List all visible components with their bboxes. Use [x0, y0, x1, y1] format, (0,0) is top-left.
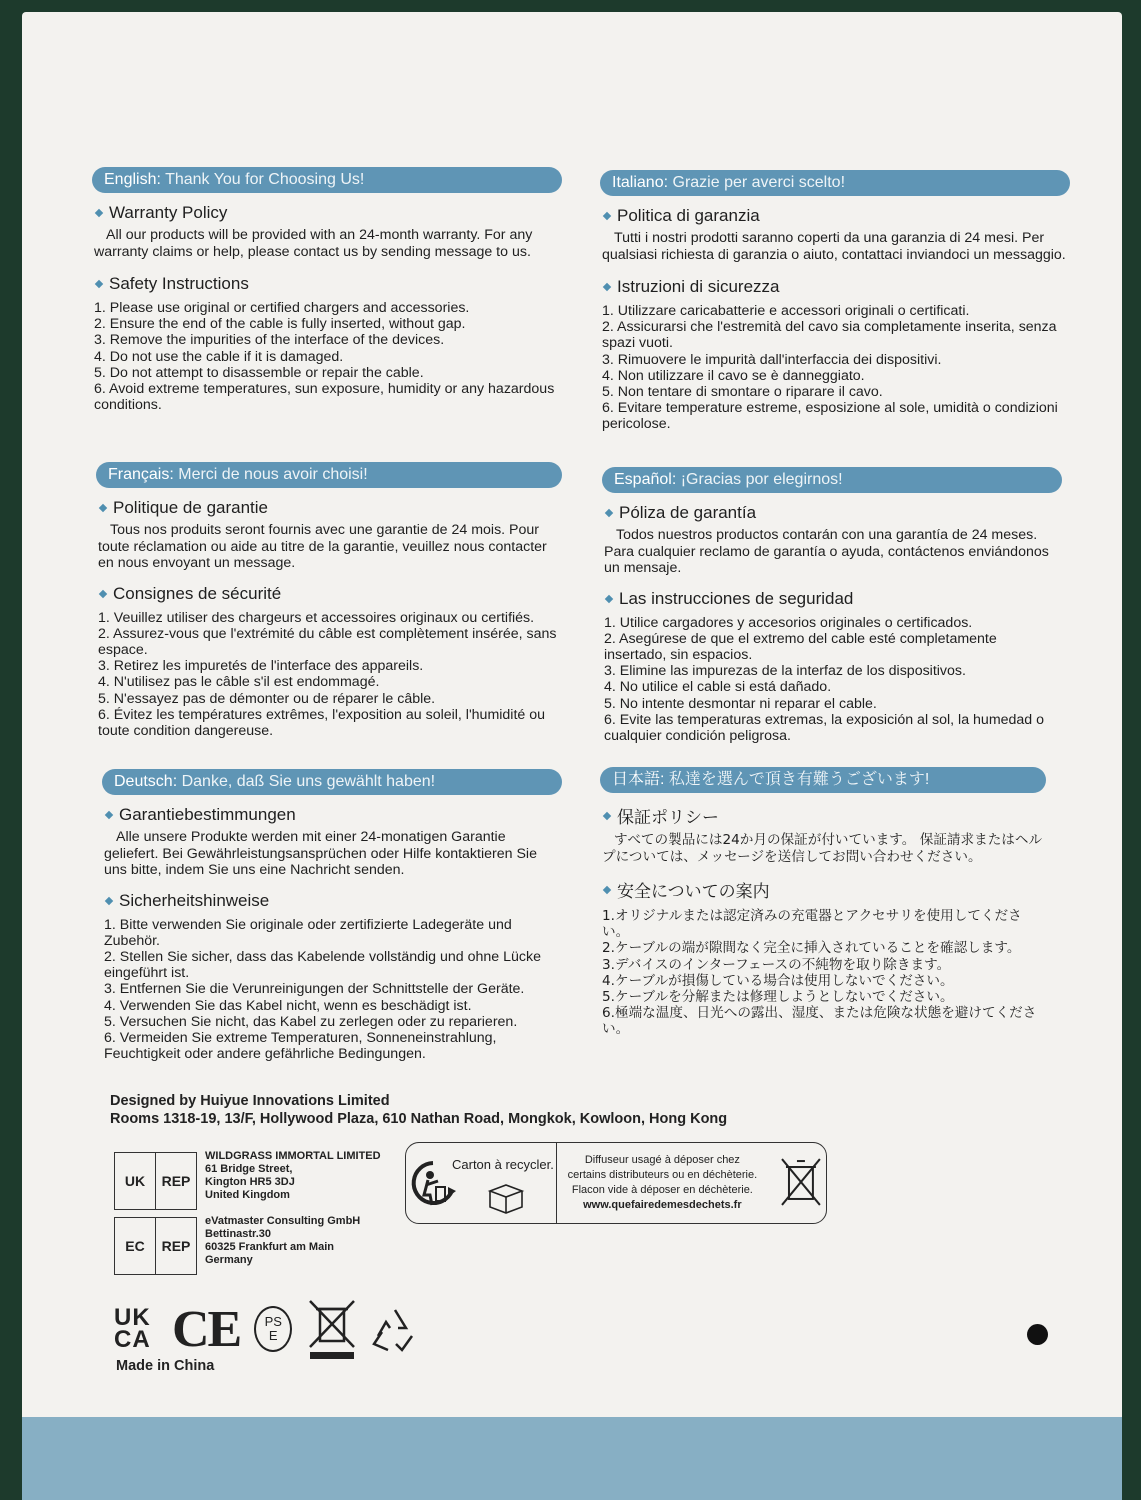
list-item: 2.ケーブルの端が隙間なく完全に挿入されていることを確認します。 [602, 940, 1021, 957]
banner-language: Español: [614, 471, 677, 488]
carton-text: Carton à recycler. [452, 1157, 554, 1172]
company-info [110, 1092, 727, 1128]
list-item: 1. Utilice cargadores y accesorios originales o certificados. [604, 614, 973, 631]
designed-by: Designed by Huiyue Innovations Limited [110, 1093, 390, 1109]
list-item: 3. Retirez les impuretés de l'interface des appareils. [98, 658, 424, 675]
list-item: 1. Please use original or certified chargers and accessories. [94, 300, 470, 316]
list-item: 4. N'utilisez pas le câble s'il est endommagé. [98, 674, 380, 691]
diamond-bullet-icon [603, 283, 611, 291]
rep-code: EC [115, 1218, 156, 1274]
language-banner [96, 462, 562, 488]
list-item: 6. Evitare temperature estreme, esposizione al sole, umidità o condizioni pericolose. [602, 400, 1058, 433]
certification-marks [114, 1297, 422, 1361]
list-item: 6.極端な温度、日光への露出、湿度、または危険な状態を避けてください。 [602, 1005, 1037, 1038]
safety-heading: Consignes de sécurité [100, 584, 562, 604]
banner-language: English: [104, 171, 161, 188]
safety-heading: Sicherheitshinweise [106, 891, 562, 911]
warranty-text: Tous nos produits seront fournis avec une garantie de 24 mois. Pour toute réclamation ou aide au titre de la garantie, veuillez nous contacter en nous envoyant un message. [98, 522, 547, 571]
section-english [92, 167, 562, 413]
list-item: 2. Asegúrese de que el extremo del cable esté completamente insertado, sin espacios. [604, 630, 997, 663]
language-banner [92, 167, 562, 193]
bottom-color-band [22, 1417, 1122, 1500]
rep-code: UK [115, 1153, 156, 1209]
list-item: 4.ケーブルが損傷している場合は使用しないでください。 [602, 972, 954, 989]
rep-label: REP [161, 1173, 191, 1189]
warranty-heading: Politique de garantie [100, 498, 562, 518]
safety-list [602, 908, 1046, 1038]
section-deutsch [102, 769, 562, 1062]
list-item: 4. Non utilizzare il cavo se è danneggiato. [602, 367, 865, 384]
safety-list [104, 917, 562, 1063]
pse-mark: PS E [254, 1306, 292, 1352]
list-item: 3. Entfernen Sie die Verunreinigungen der Schnittstelle der Geräte. [104, 981, 525, 998]
banner-language: 日本語: [612, 771, 665, 788]
diamond-bullet-icon [603, 212, 611, 220]
list-item: 1. Bitte verwenden Sie originale oder zertifizierte Ladegeräte und Zubehör. [104, 916, 512, 949]
diamond-bullet-icon [605, 509, 613, 517]
recycle-left-panel [406, 1143, 557, 1223]
banner-tagline: Thank You for Choosing Us! [165, 171, 365, 188]
safety-heading: Las instrucciones de seguridad [606, 589, 1062, 609]
diamond-bullet-icon [603, 885, 611, 893]
banner-language: Deutsch: [114, 773, 178, 790]
warranty-heading: Warranty Policy [96, 203, 562, 223]
language-banner [600, 170, 1070, 196]
list-item: 2. Ensure the end of the cable is fully inserted, without gap. [94, 316, 466, 333]
made-in: Made in China [116, 1358, 215, 1374]
black-dot [1027, 1324, 1048, 1345]
list-item: 3. Remove the impurities of the interface of the devices. [94, 332, 445, 349]
warranty-text: Todos nuestros productos contarán con una garantía de 24 meses. Para cualquier reclamo de garantía o ayuda, contáctenos enviándonos un mensaje. [604, 527, 1049, 576]
list-item: 4. Verwenden Sie das Kabel nicht, wenn es beschädigt ist. [104, 997, 472, 1014]
list-item: 5. Non tentare di smontare o riparare il cavo. [602, 384, 883, 401]
manual-sheet [22, 12, 1122, 1500]
language-banner [102, 769, 562, 795]
diamond-bullet-icon [603, 811, 611, 819]
rep-label: REP [161, 1238, 191, 1254]
recycle-arrows-icon [368, 1304, 422, 1354]
banner-tagline: Danke, daß Sie uns gewählt haben! [181, 773, 436, 790]
banner-language: Français: [108, 466, 174, 483]
recycle-person-icon [408, 1157, 458, 1213]
list-item: 1.オリジナルまたは認定済みの充電器とアクセサリを使用してください。 [602, 908, 1022, 941]
safety-list [98, 610, 562, 740]
section-italiano [600, 170, 1070, 433]
list-item: 5.ケーブルを分解または修理しようとしないでください。 [602, 989, 954, 1006]
company-address: Rooms 1318-19, 13/F, Hollywood Plaza, 610 Nathan Road, Mongkok, Kowloon, Hong Kong [110, 1111, 728, 1127]
section-francais [96, 462, 562, 739]
safety-list [94, 300, 562, 413]
warranty-heading: Garantiebestimmungen [106, 805, 562, 825]
banner-tagline: ¡Gracias por elegirnos! [680, 471, 843, 488]
box-icon [486, 1181, 526, 1215]
section-japanese [600, 767, 1046, 1038]
list-item: 3. Rimuovere le impurità dall'interfaccia dei dispositivi. [602, 351, 942, 368]
banner-tagline: Grazie per averci scelto! [672, 174, 846, 191]
ec-rep-address: eVatmaster Consulting GmbH Bettinastr.30 60325 Frankfurt am Main Germany [205, 1215, 361, 1266]
warranty-heading: 保証ポリシー [604, 803, 1046, 828]
list-item: 1. Utilizzare caricabatterie e accessori originali o certificati. [602, 303, 970, 319]
list-item: 6. Evite las temperaturas extremas, la exposición al sol, la humedad o cualquier condición peligrosa. [604, 711, 1045, 744]
diamond-bullet-icon [95, 280, 103, 288]
list-item: 5. N'essayez pas de démonter ou de réparer le câble. [98, 690, 436, 707]
ce-mark: CE [172, 1300, 241, 1358]
weee-crossed-bin-icon [304, 1297, 360, 1361]
diamond-bullet-icon [99, 504, 107, 512]
recycle-url: www.quefairedemesdechets.fr [583, 1199, 742, 1211]
list-item: 3. Elimine las impurezas de la interfaz de los dispositivos. [604, 663, 966, 680]
warranty-text: All our products will be provided with an 24-month warranty. For any warranty claims or help, please contact us by sending message to us. [94, 227, 533, 260]
banner-language: Italiano: [612, 174, 669, 191]
list-item: 5. No intente desmontar ni reparar el cable. [604, 695, 877, 712]
list-item: 6. Évitez les températures extrêmes, l'exposition au soleil, l'humidité ou toute condition dangereuse. [98, 706, 546, 739]
section-espanol [602, 467, 1062, 744]
safety-heading: Safety Instructions [96, 274, 562, 294]
uk-rep-box [114, 1152, 197, 1210]
diamond-bullet-icon [605, 594, 613, 602]
list-item: 1. Veuillez utiliser des chargeurs et accessoires originaux ou certifiés. [98, 609, 535, 626]
warranty-text: Tutti i nostri prodotti saranno coperti da una garanzia di 24 mesi. Per qualsiasi richiesta di garanzia o aiuto, contattaci inviandoci un messaggio. [602, 230, 1066, 263]
safety-heading: 安全についての案内 [604, 877, 1046, 902]
warranty-text: すべての製品には24か月の保証が付いています。 保証請求またはヘルプについては、メッセージを送信してお問い合わせください。 [602, 832, 1043, 865]
banner-tagline: Merci de nous avoir choisi! [178, 466, 368, 483]
recycle-instructions: Diffuseur usagé à déposer chez certains distributeurs ou en déchèterie. Flacon vide à déposer en déchèterie. www.quefairedemesdechets.fr [557, 1153, 769, 1213]
crossed-bin-icon [776, 1153, 826, 1213]
safety-heading: Istruzioni di sicurezza [604, 277, 1070, 297]
list-item: 4. Do not use the cable if it is damaged. [94, 348, 344, 365]
list-item: 4. No utilice el cable si está dañado. [604, 679, 832, 696]
list-item: 2. Assurez-vous que l'extrémité du câble est complètement insérée, sans espace. [98, 625, 557, 658]
diamond-bullet-icon [99, 589, 107, 597]
safety-list [604, 615, 1062, 745]
language-banner [602, 467, 1062, 493]
banner-tagline: 私達を選んで頂き有難うございます! [668, 771, 930, 788]
safety-list [602, 303, 1070, 433]
uk-rep-address: WILDGRASS IMMORTAL LIMITED 61 Bridge Street, Kington HR5 3DJ United Kingdom [205, 1150, 381, 1201]
diamond-bullet-icon [105, 896, 113, 904]
list-item: 2. Stellen Sie sicher, dass das Kabelende vollständig und ohne Lücke eingeführt ist. [104, 948, 541, 982]
list-item: 6. Avoid extreme temperatures, sun exposure, humidity or any hazardous conditions. [94, 381, 555, 414]
language-banner [600, 767, 1046, 793]
uk-rep-block [114, 1152, 381, 1210]
warranty-text: Alle unsere Produkte werden mit einer 24-monatigen Garantie geliefert. Bei Gewährleistungsansprüchen oder Hilfe kontaktieren Sie uns bitte, indem Sie uns eine Nachricht senden. [104, 829, 537, 878]
ec-rep-block [114, 1217, 360, 1275]
list-item: 5. Versuchen Sie nicht, das Kabel zu zerlegen oder zu reparieren. [104, 1013, 518, 1030]
list-item: 5. Do not attempt to disassemble or repair the cable. [94, 364, 424, 381]
list-item: 6. Vermeiden Sie extreme Temperaturen, Sonneneinstrahlung, Feuchtigkeit oder andere gefährliche Bedingungen. [104, 1029, 497, 1063]
ec-rep-box [114, 1217, 197, 1275]
list-item: 2. Assicurarsi che l'estremità del cavo sia completamente inserita, senza spazi vuoti. [602, 319, 1057, 352]
diamond-bullet-icon [95, 209, 103, 217]
diamond-bullet-icon [105, 811, 113, 819]
warranty-heading: Póliza de garantía [606, 503, 1062, 523]
list-item: 3.デバイスのインターフェースの不純物を取り除きます。 [602, 956, 951, 973]
ukca-mark: UK CA [114, 1304, 151, 1353]
recycling-info [405, 1142, 827, 1224]
warranty-heading: Politica di garanzia [604, 206, 1070, 226]
